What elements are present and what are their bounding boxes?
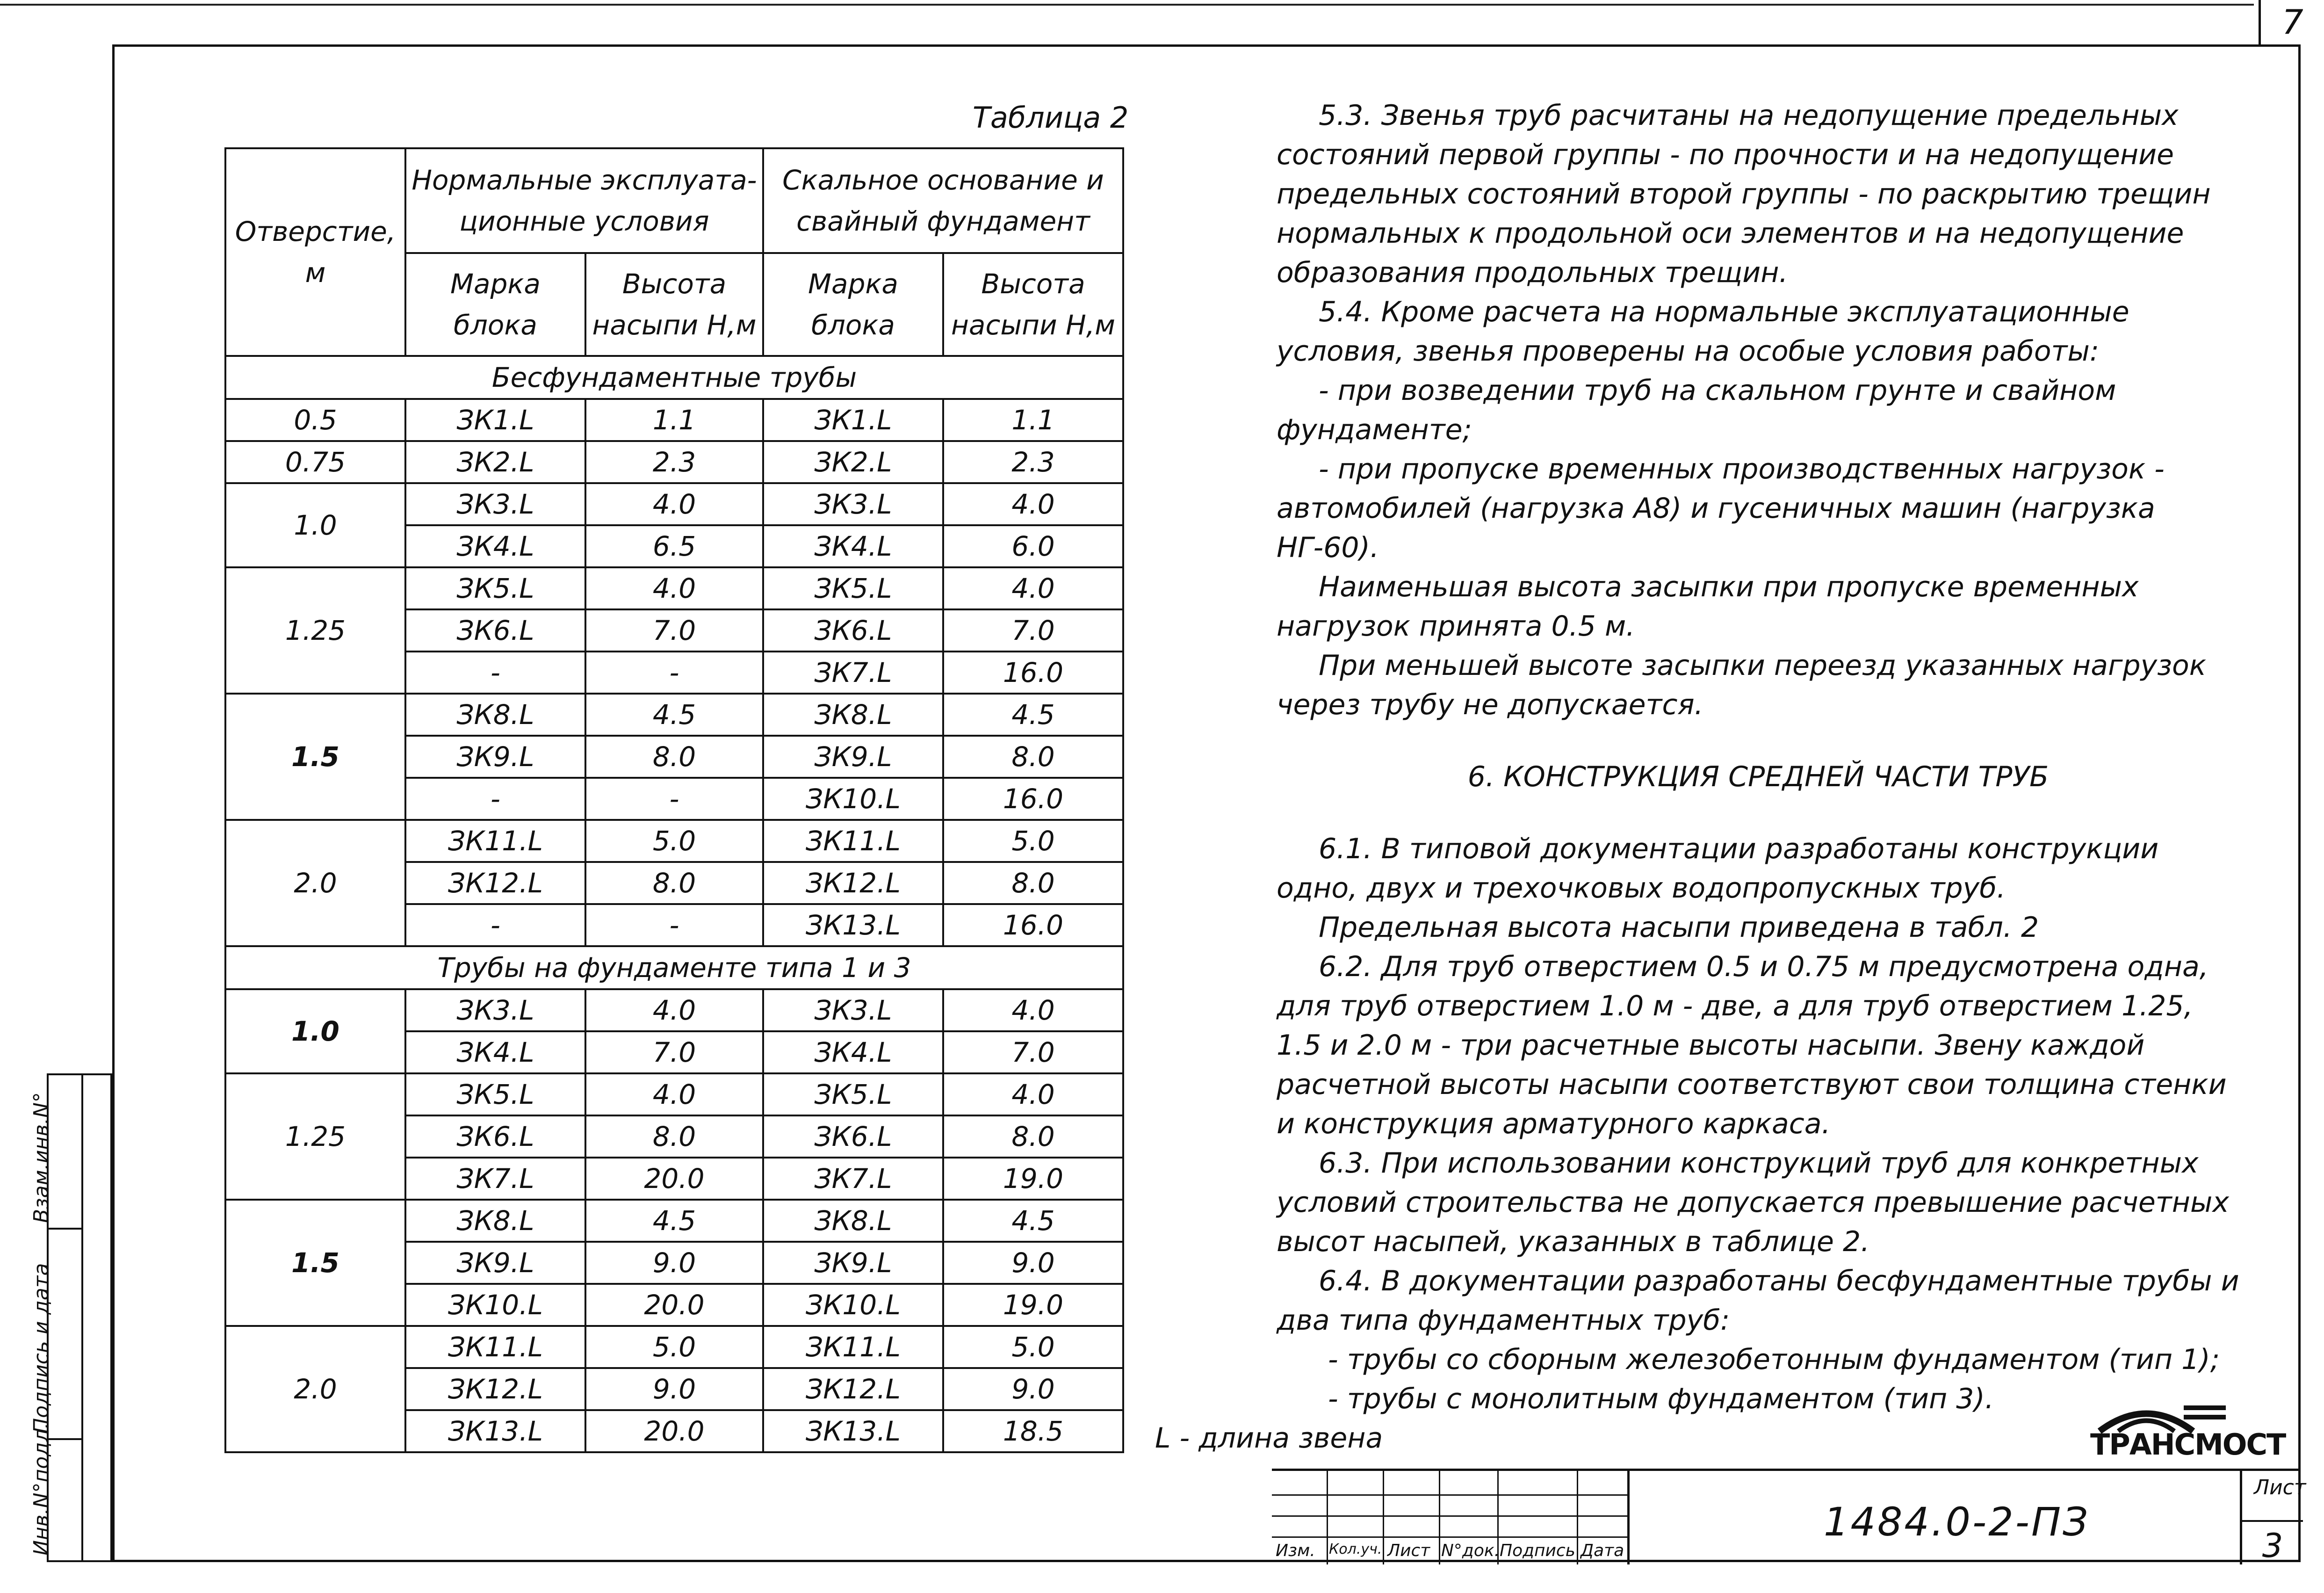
table-cell: ЗК2.L [763, 441, 943, 483]
table-cell: 19.0 [943, 1158, 1123, 1200]
sheet-box [2240, 1471, 2306, 1565]
table-cell: 2.3 [585, 441, 763, 483]
table-cell: 6.0 [943, 525, 1123, 567]
table-cell: 5.0 [943, 820, 1123, 862]
opening-cell: 2.0 [225, 820, 405, 946]
header-normal: Нормальные эксплуата-ционные условия [405, 148, 763, 253]
table-cell: ЗК9.L [405, 1242, 585, 1284]
table-cell: ЗК11.L [405, 820, 585, 862]
table-cell: ЗК5.L [763, 567, 943, 609]
sheet-number: 3 [2242, 1520, 2303, 1565]
table-cell: 16.0 [943, 778, 1123, 820]
table-row [225, 1073, 1123, 1115]
side-stamp-label: Взам.инв.N° [29, 1092, 53, 1223]
table-cell: 20.0 [585, 1284, 763, 1326]
paragraph: - трубы со сборным железобетонным фундаментом (тип 1); [1328, 1343, 2220, 1376]
table-cell: 18.5 [943, 1410, 1123, 1452]
table-cell: 20.0 [585, 1410, 763, 1452]
opening-cell: 1.25 [225, 1073, 405, 1200]
table-row [225, 441, 1123, 483]
table-cell: ЗК6.L [405, 1115, 585, 1158]
side-stamp-cell [29, 1075, 81, 1230]
section-title: Трубы на фундаменте типа 1 и 3 [225, 946, 1123, 989]
paragraph: 6.4. В документации разработаны бесфундаментные трубы и два типа фундаментных труб: [1277, 1265, 2239, 1337]
table-row [225, 694, 1123, 736]
table-cell: ЗК12.L [763, 1368, 943, 1410]
paragraph: - трубы с монолитным фундаментом (тип 3). [1328, 1383, 1994, 1415]
table-cell: ЗК7.L [763, 652, 943, 694]
text-column [1277, 96, 2240, 1419]
table-cell: 20.0 [585, 1158, 763, 1200]
paragraph: При меньшей высоте засыпки переезд указанных нагрузок через трубу не допускается. [1277, 649, 2206, 721]
sheet-label: Лист [2254, 1476, 2306, 1499]
table-cell: - [585, 904, 763, 946]
header-brand: Марка блока [405, 253, 585, 356]
document-number: 1484.0-2-ПЗ [1824, 1499, 2090, 1545]
table-row [225, 989, 1123, 1031]
table-cell: 8.0 [585, 862, 763, 904]
table-cell: ЗК4.L [405, 525, 585, 567]
table-cell: ЗК6.L [405, 609, 585, 652]
footnote: L - длина звена [1155, 1422, 1383, 1455]
table-cell: - [585, 652, 763, 694]
table-cell: 4.0 [585, 1073, 763, 1115]
table-cell: 9.0 [943, 1368, 1123, 1410]
table-cell: ЗК8.L [763, 694, 943, 736]
table-cell: ЗК9.L [763, 1242, 943, 1284]
table-cell: 4.0 [943, 483, 1123, 525]
table-cell: ЗК12.L [763, 862, 943, 904]
table-row [225, 483, 1123, 525]
opening-cell: 1.25 [225, 567, 405, 694]
culvert-table [224, 147, 1124, 1453]
table-row [225, 1326, 1123, 1368]
paragraph: - при возведении труб на скальном грунте и свайном фундаменте; [1277, 374, 2116, 446]
table-row [225, 399, 1123, 441]
table-cell: 8.0 [585, 1115, 763, 1158]
table-cell: ЗК11.L [405, 1326, 585, 1368]
table-cell: 16.0 [943, 904, 1123, 946]
table-cell: ЗК12.L [405, 1368, 585, 1410]
table-cell: ЗК13.L [763, 904, 943, 946]
logo-text: ТРАНСМОСТ [2090, 1427, 2286, 1462]
opening-cell: 1.5 [225, 1200, 405, 1326]
header-height: Высота насыпи Н,м [943, 253, 1123, 356]
table-cell: ЗК3.L [405, 483, 585, 525]
paragraph: Наименьшая высота засыпки при пропуске временных нагрузок принята 0.5 м. [1277, 571, 2139, 643]
paragraph: 5.4. Кроме расчета на нормальные эксплуатационные условия, звенья проверены на особые условия работы: [1277, 296, 2129, 368]
table-cell: 4.0 [585, 567, 763, 609]
table-cell: ЗК3.L [763, 483, 943, 525]
stamp-label: Лист [1387, 1541, 1430, 1560]
table-cell: ЗК10.L [405, 1284, 585, 1326]
table-cell: ЗК7.L [405, 1158, 585, 1200]
table-cell: ЗК3.L [405, 989, 585, 1031]
table-cell: ЗК13.L [405, 1410, 585, 1452]
stamp-label: Подпись [1500, 1541, 1575, 1560]
table-cell: 16.0 [943, 652, 1123, 694]
table-cell: - [405, 652, 585, 694]
paragraph: 6.3. При использовании конструкций труб для конкретных условий строительства не допускается превышение расчетных высот насыпей, указанных в таблице 2. [1277, 1147, 2229, 1258]
table-cell: ЗК8.L [405, 1200, 585, 1242]
table-cell: ЗК1.L [763, 399, 943, 441]
table-cell: ЗК8.L [405, 694, 585, 736]
opening-cell: 2.0 [225, 1326, 405, 1452]
table-cell: ЗК10.L [763, 1284, 943, 1326]
page-number: 7 [2282, 2, 2303, 42]
top-rule [0, 4, 2254, 6]
side-stamp-label: Инв.N°подл. [29, 1422, 53, 1556]
table-cell: ЗК4.L [763, 525, 943, 567]
table-cell: ЗК4.L [763, 1031, 943, 1073]
section-heading: 6. КОНСТРУКЦИЯ СРЕДНЕЙ ЧАСТИ ТРУБ [1467, 760, 2049, 793]
table-cell: 4.0 [585, 989, 763, 1031]
table-cell: 4.0 [943, 567, 1123, 609]
side-stamp-cell [29, 1230, 81, 1440]
header-opening: Отверстие, м [225, 148, 405, 356]
table-cell: 9.0 [943, 1242, 1123, 1284]
table-cell: ЗК13.L [763, 1410, 943, 1452]
table-cell: 4.0 [943, 989, 1123, 1031]
table-cell: ЗК11.L [763, 820, 943, 862]
table-cell: 2.3 [943, 441, 1123, 483]
table-cell: 7.0 [585, 1031, 763, 1073]
table-cell: 5.0 [943, 1326, 1123, 1368]
table-cell: 5.0 [585, 820, 763, 862]
table-cell: ЗК6.L [763, 609, 943, 652]
table-cell: ЗК8.L [763, 1200, 943, 1242]
table-cell: - [585, 778, 763, 820]
header-rock: Скальное основание и свайный фундамент [763, 148, 1123, 253]
table-cell: 7.0 [943, 1031, 1123, 1073]
opening-cell: 0.75 [225, 441, 405, 483]
table-cell: 8.0 [943, 1115, 1123, 1158]
table-cell: 4.5 [943, 1200, 1123, 1242]
table-cell: ЗК1.L [405, 399, 585, 441]
table-cell: - [405, 904, 585, 946]
table-cell: ЗК7.L [763, 1158, 943, 1200]
stamp-label: Кол.уч. [1329, 1541, 1382, 1557]
table-cell: - [405, 778, 585, 820]
header-brand: Марка блока [763, 253, 943, 356]
table-row [225, 567, 1123, 609]
table-cell: ЗК5.L [405, 1073, 585, 1115]
table-cell: 7.0 [585, 609, 763, 652]
paragraph: - при пропуске временных производственных нагрузок - автомобилей (нагрузка А8) и гусеничных машин (нагрузка НГ-60). [1277, 453, 2165, 564]
table-cell: ЗК5.L [763, 1073, 943, 1115]
table-caption: Таблица 2 [973, 101, 1129, 135]
table-cell: 8.0 [943, 862, 1123, 904]
table-cell: ЗК9.L [405, 736, 585, 778]
title-block [1272, 1469, 2306, 1565]
table-row [225, 820, 1123, 862]
company-logo [2090, 1396, 2286, 1462]
opening-cell: 1.5 [225, 694, 405, 820]
opening-cell: 1.0 [225, 483, 405, 567]
paragraph: 5.3. Звенья труб расчитаны на недопущение предельных состояний первой группы - по прочности и на недопущение предельных состояний второй группы - по раскрытию трещин нормальных к продольной оси элементов и на недопущение образования продольных трещин. [1277, 99, 2211, 289]
table-cell: 4.0 [585, 483, 763, 525]
opening-cell: 0.5 [225, 399, 405, 441]
table-cell: 9.0 [585, 1242, 763, 1284]
table-cell: 1.1 [943, 399, 1123, 441]
table-cell: 8.0 [943, 736, 1123, 778]
table-cell: 4.5 [943, 694, 1123, 736]
table-cell: ЗК5.L [405, 567, 585, 609]
paragraph: Предельная высота насыпи приведена в табл. 2 [1319, 911, 2039, 944]
table-cell: 7.0 [943, 609, 1123, 652]
table-cell: 4.0 [943, 1073, 1123, 1115]
table-cell: ЗК3.L [763, 989, 943, 1031]
table-cell: ЗК12.L [405, 862, 585, 904]
side-stamp-label: Подпись и дата [29, 1263, 53, 1434]
table-cell: ЗК10.L [763, 778, 943, 820]
stamp-label: Изм. [1276, 1541, 1315, 1560]
table-cell: 4.5 [585, 1200, 763, 1242]
table-cell: 4.5 [585, 694, 763, 736]
paragraph: 6.1. В типовой документации разработаны конструкции одно, двух и трехочковых водопропускных труб. [1277, 833, 2159, 905]
table-cell: 5.0 [585, 1326, 763, 1368]
opening-cell: 1.0 [225, 989, 405, 1073]
side-stamp [29, 1073, 112, 1562]
table-cell: 6.5 [585, 525, 763, 567]
stamp-label: N°док. [1441, 1541, 1500, 1560]
table-row [225, 1200, 1123, 1242]
revision-grid [1272, 1471, 1630, 1564]
paragraph: 6.2. Для труб отверстием 0.5 и 0.75 м предусмотрена одна, для труб отверстием 1.0 м - две, а для труб отверстием 1.25, 1.5 и 2.0 м - три расчетные высоты насыпи. Звену каждой расчетной высоты насыпи соответствуют свои толщина стенки и конструкция арматурного каркаса. [1277, 950, 2227, 1140]
table-cell: 8.0 [585, 736, 763, 778]
table-cell: ЗК4.L [405, 1031, 585, 1073]
table-cell: ЗК11.L [763, 1326, 943, 1368]
header-height: Высота насыпи Н,м [585, 253, 763, 356]
section-title: Бесфундаментные трубы [225, 356, 1123, 399]
stamp-label: Дата [1581, 1541, 1624, 1560]
table-cell: ЗК9.L [763, 736, 943, 778]
table-cell: 9.0 [585, 1368, 763, 1410]
table-cell: 19.0 [943, 1284, 1123, 1326]
table-cell: ЗК6.L [763, 1115, 943, 1158]
table-cell: ЗК2.L [405, 441, 585, 483]
table-cell: 1.1 [585, 399, 763, 441]
side-stamp-cell [29, 1422, 81, 1562]
